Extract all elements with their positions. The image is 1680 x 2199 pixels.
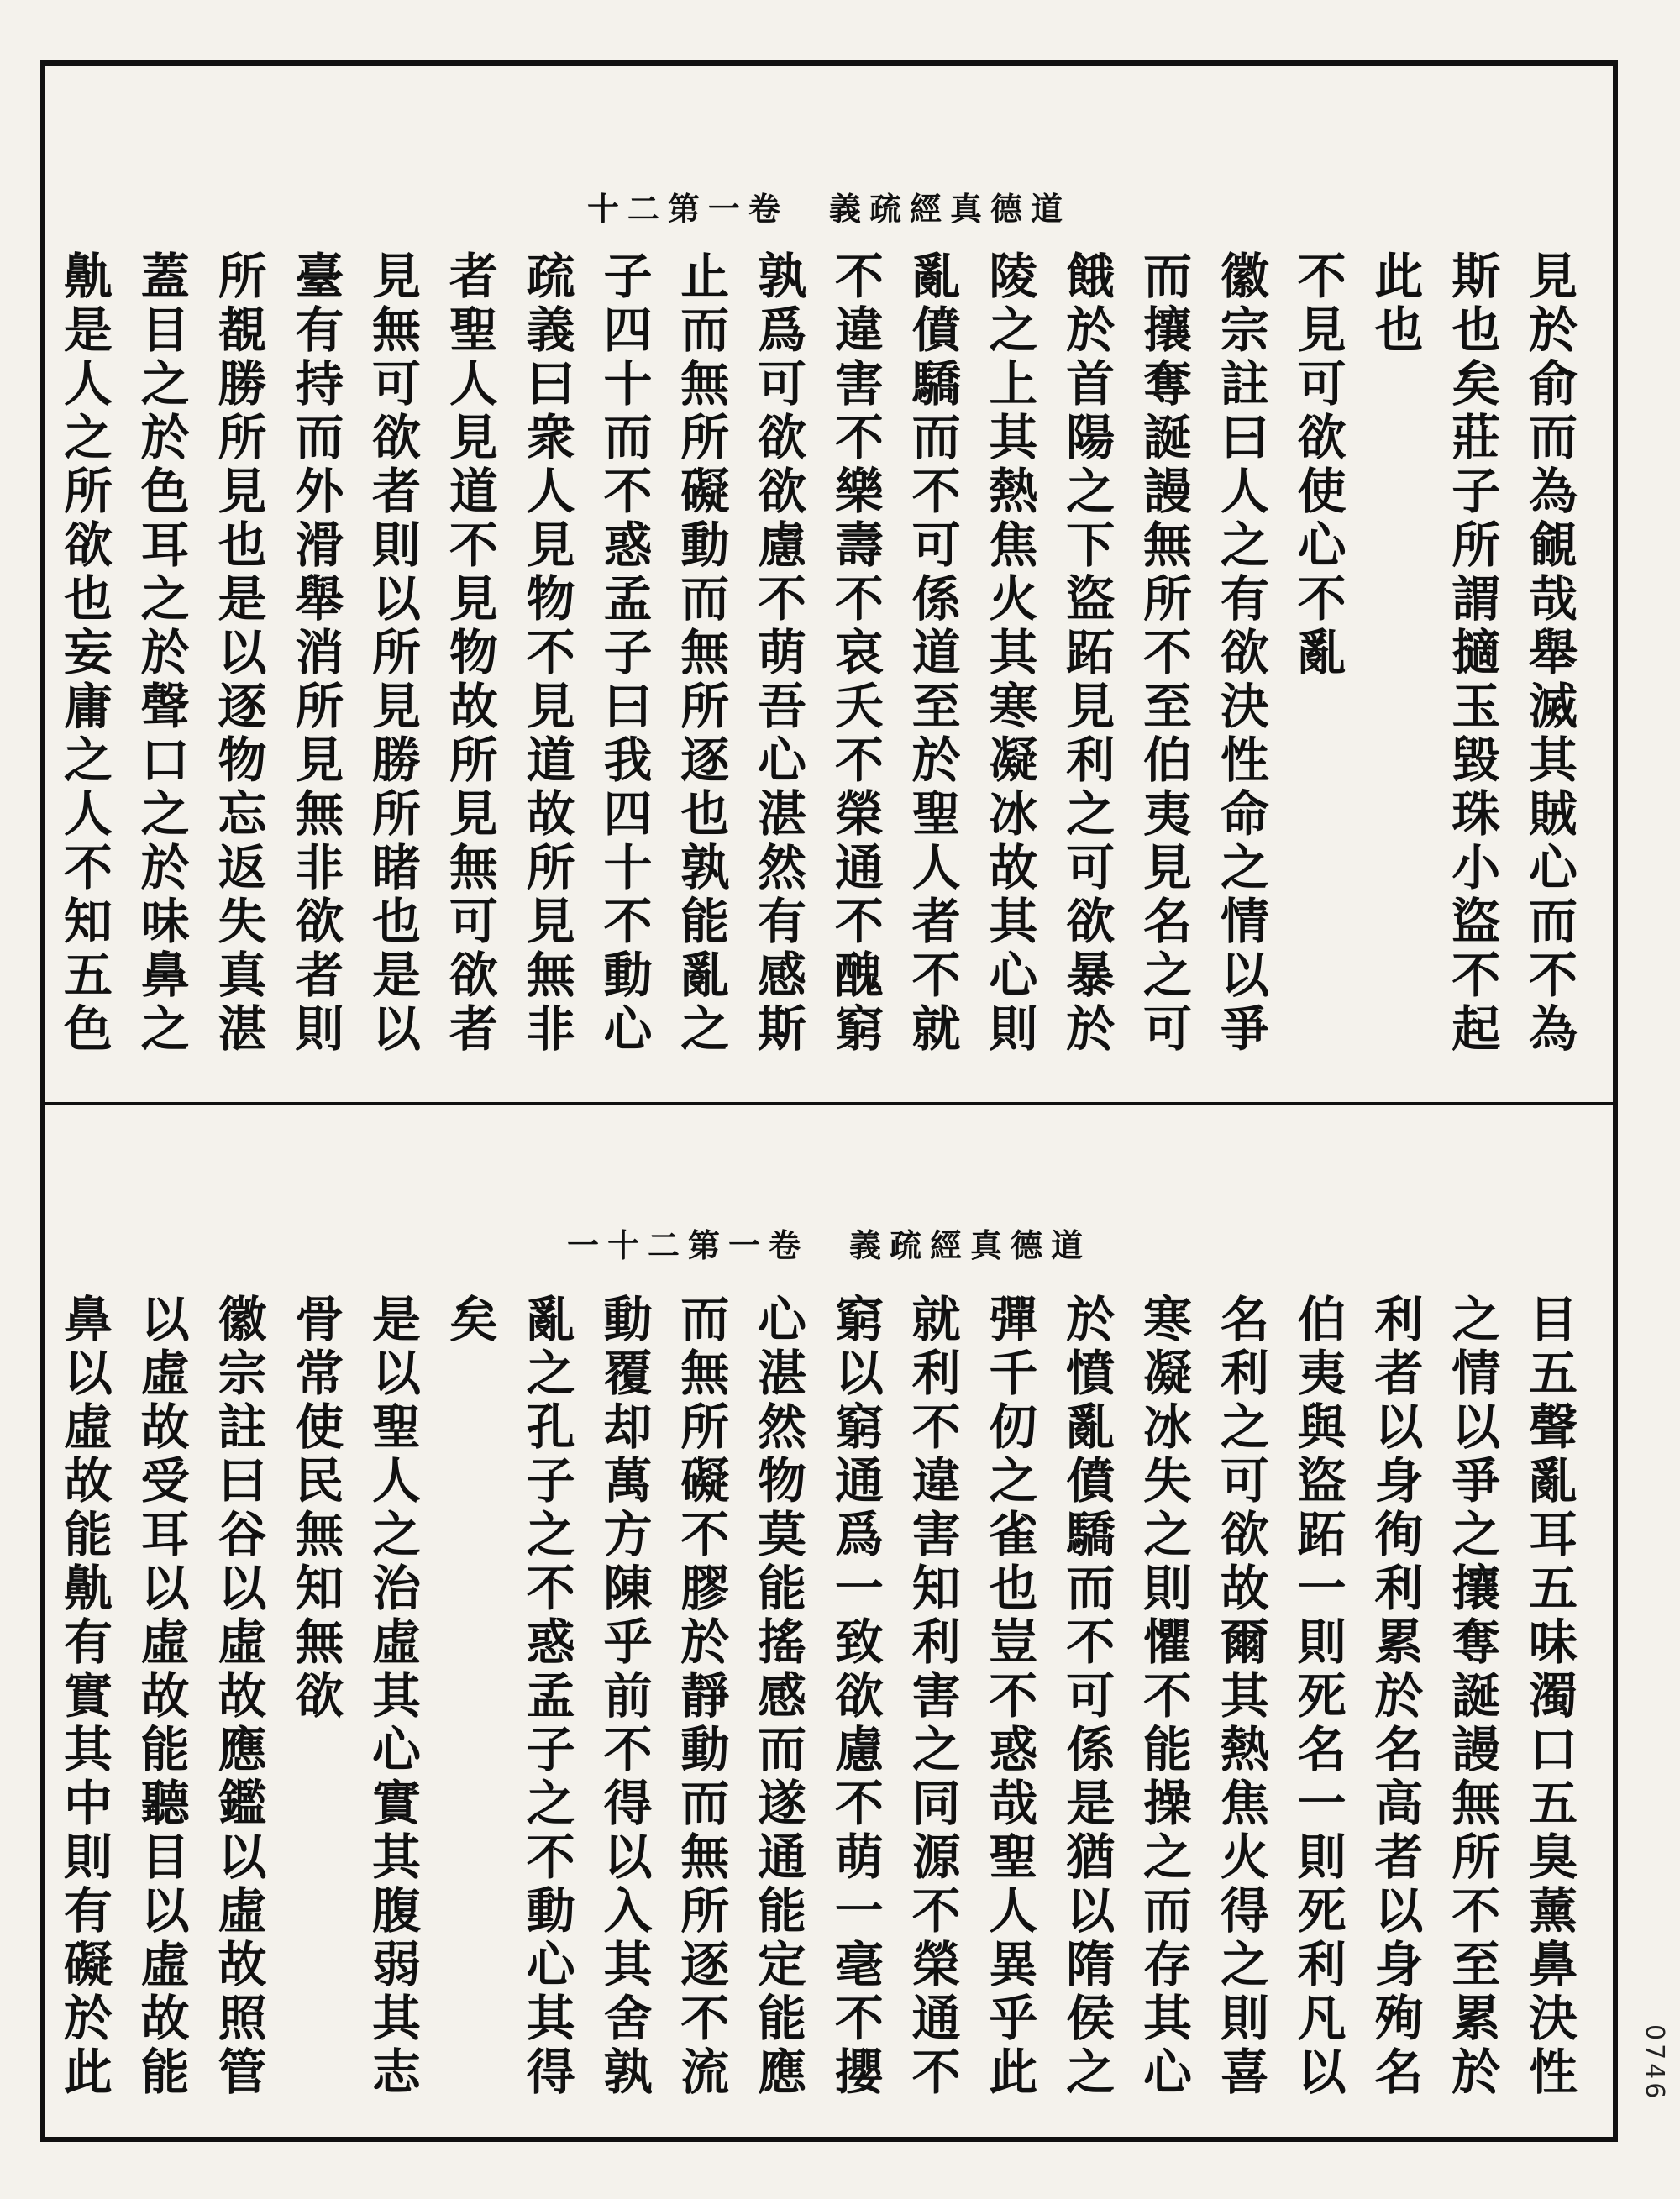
text-column: 見無可欲者則以所見勝所睹也是以	[364, 250, 422, 1057]
text-column: 蓋目之於色耳之於聲口之於味鼻之	[132, 250, 190, 1057]
text-column: 疏義曰衆人見物不見道故所見無非	[517, 250, 575, 1057]
text-column: 利者以身徇利累於名高者以身殉名	[1366, 1294, 1424, 2100]
text-column: 就利不違害知利害之同源不榮通不	[903, 1294, 961, 2100]
text-column: 孰爲可欲欲慮不萌吾心湛然有感斯	[749, 250, 807, 1057]
text-column: 者聖人見道不見物故所見無可欲者	[440, 250, 498, 1057]
text-column: 不見可欲使心不亂	[1289, 250, 1347, 680]
text-column: 亂僨驕而不可係道至於聖人者不就	[903, 250, 961, 1057]
text-column: 目五聲亂耳五味濁口五臭薰鼻決性	[1520, 1294, 1578, 2100]
text-column: 陵之上其熱焦火其寒凝冰故其心則	[980, 250, 1038, 1057]
text-column: 寒凝冰失之則懼不能操之而存其心	[1135, 1294, 1193, 2100]
text-column: 鼻以虛故能鼽有實其中則有礙於此	[55, 1294, 113, 2100]
top-header: 十二第一卷 義疏經真德道	[586, 190, 1071, 228]
text-column: 窮以窮通爲一致欲慮不萌一毫不攖	[826, 1294, 884, 2100]
bottom-text-columns	[45, 1294, 1613, 2125]
text-column: 骨常使民無知無欲	[286, 1294, 344, 1724]
page-number: 0746	[1640, 2024, 1669, 2102]
text-column: 以虛故受耳以虛故能聽目以虛故能	[132, 1294, 190, 2100]
text-column: 之情以爭之攘奪誕謾無所不至累於	[1443, 1294, 1501, 2100]
text-column: 子四十而不惑孟子曰我四十不動心	[595, 250, 653, 1057]
text-column: 矣	[440, 1294, 498, 1347]
text-column: 亂之孔子之不惑孟子之不動心其得	[517, 1294, 575, 2100]
text-column: 見於俞而為覦哉舉滅其賊心而不為	[1520, 250, 1578, 1057]
top-page	[45, 66, 1613, 1102]
text-column: 彈千仞之雀也豈不惑哉聖人異乎此	[980, 1294, 1038, 2100]
text-column: 所覩勝所見也是以逐物忘返失真湛	[209, 250, 267, 1057]
text-column: 動覆却萬方陳乎前不得以入其舍孰	[595, 1294, 653, 2100]
text-column: 不違害不樂壽不哀夭不榮通不醜窮	[826, 250, 884, 1057]
text-column: 而攘奪誕謾無所不至伯夷見名之可	[1135, 250, 1193, 1057]
text-column: 於憤亂僨驕而不可係是猶以隋侯之	[1058, 1294, 1116, 2100]
text-column: 餓於首陽之下盜跖見利之可欲暴於	[1058, 250, 1116, 1057]
text-column: 止而無所礙動而無所逐也孰能亂之	[672, 250, 730, 1057]
text-column: 名利之可欲故爾其熱焦火得之則喜	[1211, 1294, 1269, 2100]
bottom-header: 一十二第一卷 義疏經真德道	[566, 1226, 1091, 1264]
text-column: 此也	[1366, 250, 1424, 358]
text-column: 臺有持而外滑舉消所見無非欲者則	[286, 250, 344, 1057]
text-column: 鼽是人之所欲也妄庸之人不知五色	[55, 250, 113, 1057]
text-column: 徽宗註曰人之有欲決性命之情以爭	[1211, 250, 1269, 1057]
top-text-columns	[45, 250, 1613, 1090]
bottom-page	[45, 1105, 1613, 2137]
text-column: 心湛然物莫能搖感而遂通能定能應	[749, 1294, 807, 2100]
text-column: 徽宗註曰谷以虛故應鑑以虛故照管	[209, 1294, 267, 2100]
text-column: 伯夷與盜跖一則死名一則死利凡以	[1289, 1294, 1347, 2100]
text-column: 是以聖人之治虛其心實其腹弱其志	[364, 1294, 422, 2100]
text-column: 而無所礙不膠於靜動而無所逐不流	[672, 1294, 730, 2100]
text-column: 斯也矣莊子所謂擿玉毀珠小盜不起	[1443, 250, 1501, 1057]
